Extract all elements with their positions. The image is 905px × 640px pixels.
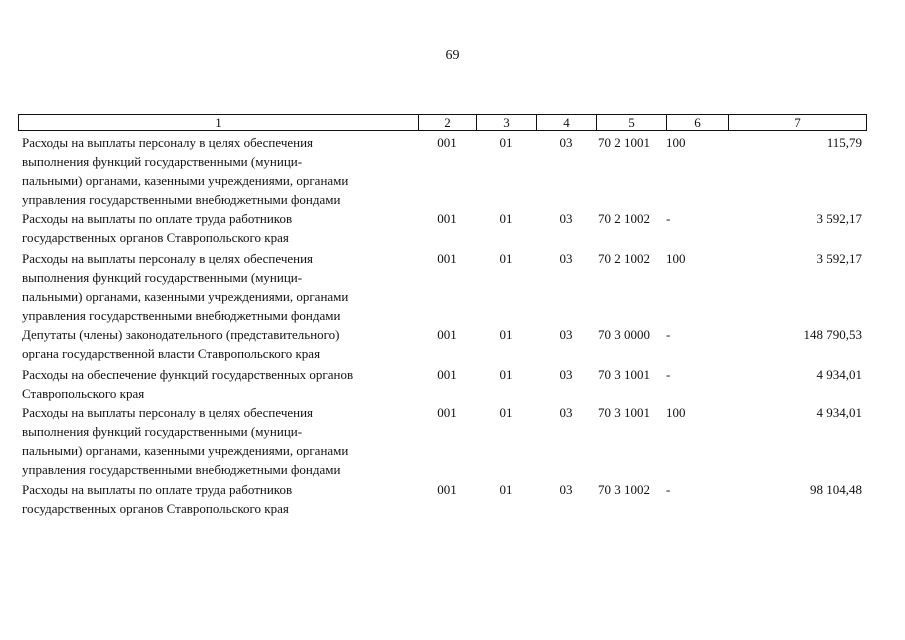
expense-type-code: - — [666, 367, 671, 382]
section-code: 01 — [499, 367, 513, 382]
ministry-code: 001 — [437, 211, 457, 226]
amount-value: 4 934,01 — [816, 367, 862, 382]
expense-name: Расходы на выплаты по оплате труда работников государственных органов Ставропольского края — [22, 482, 293, 516]
expense-name: Расходы на выплаты персоналу в целях обеспечения выполнения функций государственными (муници- пальными) органами, казенными учреждениями, органами управления государственными внебюджетными фондами — [22, 251, 349, 323]
section-code: 01 — [499, 405, 513, 420]
target-article-code: 70 2 1002 — [598, 211, 650, 226]
column-header-4: 4 — [537, 115, 597, 131]
table-row — [18, 365, 866, 403]
column-header-5: 5 — [597, 115, 667, 131]
subsection-code: 03 — [559, 135, 573, 150]
amount-value: 98 104,48 — [810, 482, 862, 497]
expense-name: Расходы на выплаты персоналу в целях обеспечения выполнения функций государственными (муници- пальными) органами, казенными учреждениями, органами управления государственными внебюджетными фондами — [22, 405, 349, 477]
expense-type-code: 100 — [666, 405, 686, 420]
expense-name: Расходы на выплаты персоналу в целях обеспечения выполнения функций государственными (муници- пальными) органами, казенными учреждениями, органами управления государственными внебюджетными фондами — [22, 135, 349, 207]
subsection-code: 03 — [559, 327, 573, 342]
expense-name: Расходы на обеспечение функций государственных органов Ставропольского края — [22, 367, 354, 401]
expense-type-code: - — [666, 211, 671, 226]
ministry-code: 001 — [437, 405, 457, 420]
target-article-code: 70 2 1002 — [598, 251, 650, 266]
column-header-row — [19, 115, 867, 131]
budget-table-body — [18, 133, 866, 520]
ministry-code: 001 — [437, 367, 457, 382]
ministry-code: 001 — [437, 327, 457, 342]
expense-type-code: 100 — [666, 251, 686, 266]
subsection-code: 03 — [559, 482, 573, 497]
page-number: 69 — [445, 48, 460, 63]
column-header-table — [18, 114, 867, 131]
column-header-3: 3 — [477, 115, 537, 131]
section-code: 01 — [499, 251, 513, 266]
column-header-7: 7 — [729, 115, 867, 131]
target-article-code: 70 3 0000 — [598, 327, 650, 342]
target-article-code: 70 2 1001 — [598, 135, 650, 150]
section-code: 01 — [499, 211, 513, 226]
expense-type-code: - — [666, 482, 671, 497]
expense-type-code: - — [666, 327, 671, 342]
target-article-code: 70 3 1001 — [598, 367, 650, 382]
expense-type-code: 100 — [666, 135, 686, 150]
table-row — [18, 249, 866, 325]
subsection-code: 03 — [559, 211, 573, 226]
expense-name: Расходы на выплаты по оплате труда работников государственных органов Ставропольского края — [22, 211, 293, 245]
section-code: 01 — [499, 482, 513, 497]
column-header-6: 6 — [667, 115, 729, 131]
subsection-code: 03 — [559, 367, 573, 382]
table-row — [18, 325, 866, 365]
expense-name: Депутаты (члены) законодательного (представительного) органа государственной власти Ставропольского края — [22, 327, 340, 361]
amount-value: 3 592,17 — [816, 211, 862, 226]
subsection-code: 03 — [559, 251, 573, 266]
column-header-1: 1 — [19, 115, 419, 131]
column-header-2: 2 — [419, 115, 477, 131]
target-article-code: 70 3 1002 — [598, 482, 650, 497]
amount-value: 4 934,01 — [816, 405, 862, 420]
ministry-code: 001 — [437, 482, 457, 497]
table-row — [18, 403, 866, 480]
table-row — [18, 209, 866, 249]
target-article-code: 70 3 1001 — [598, 405, 650, 420]
amount-value: 148 790,53 — [803, 327, 862, 342]
ministry-code: 001 — [437, 135, 457, 150]
section-code: 01 — [499, 135, 513, 150]
amount-value: 115,79 — [826, 135, 862, 150]
section-code: 01 — [499, 327, 513, 342]
table-row — [18, 133, 866, 209]
table-row — [18, 480, 866, 520]
subsection-code: 03 — [559, 405, 573, 420]
ministry-code: 001 — [437, 251, 457, 266]
amount-value: 3 592,17 — [816, 251, 862, 266]
